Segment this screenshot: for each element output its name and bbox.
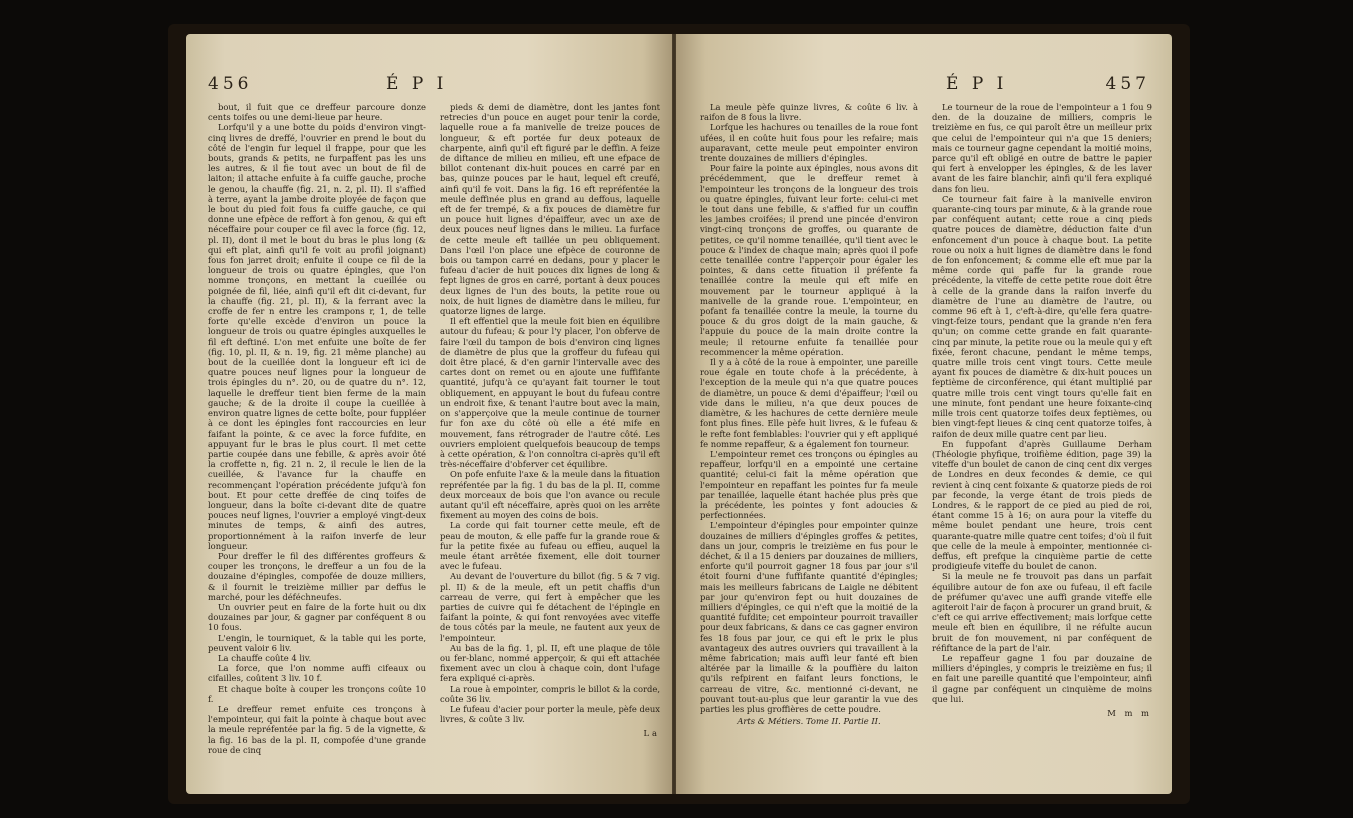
paragraph: bout, il fuit que ce dreffeur parcoure donze cents toifes ou une demi-lieue par heure. [208,102,426,123]
paragraph: Au devant de l'ouverture du billot (fig. 5 & 7 vig. pl. II) & de la meule, eft un petit chaffis d'un carreau de verre, qui fert à empêcher que les parties de cuivre qui fe détachent de l'épingle en faifant la pointe, & qui font renvoyées avec viteffe de tous côtés par la meule, ne fautent aux yeux de l'empointeur. [440,571,660,643]
paragraph: Lorfque les hachures ou tenailles de la roue font ufées, il en coûte huit fous pour les refaire; mais auparavant, cette meule peut empointer environ trente douzaines de milliers d'épingles. [700,122,918,164]
paragraph: La meule pèfe quinze livres, & coûte 6 liv. à raifon de 8 fous la livre. [700,102,918,123]
right-column-1 [700,102,918,770]
left-page-header [186,74,672,100]
page-number: 457 [1105,74,1150,94]
paragraph: La force, que l'on nomme auffi cifeaux ou cifailles, coûtent 3 liv. 10 f. [208,663,426,684]
page-footer: Arts & Métiers. Tome II. Partie II. [737,716,881,727]
paragraph: Ce tourneur fait faire à la manivelle environ quarante-cinq tours par minute, & à la grande roue par conféquent autant; cette roue a cinq pieds quatre pouces de diamètre, déduction faite d'un enfoncement d'un pouce à chaque bout. La petite roue ou noix a huit lignes de diamètre dans le fond de fon enfoncement; & comme elle eft mue par la même corde qui paffe fur la grande roue précédente, la viteffe de cette petite roue doit être à celle de la grande dans la raifon inverfe du diamètre de l'une au diamètre de l'autre, ou comme 96 eft à 1, c'eft-à-dire, qu'elle fera quatre-vingt-feize tours, pendant que la grande n'en fera qu'un; on comme cette grande en fait quarante-cinq par minute, la petite roue ou la meule qui y eft fixée, feront chacune, pendant le même temps, quatre mille trois cent vingt tours. Cette meule ayant fix pouces de diamètre & dix-huit pouces un feptième de circonférence, qui étant multiplié par quatre mille trois cent vingt tours qu'elle fait en une minute, font pendant une heure foixante-cinq mille trois cent quatorze toifes deux feptièmes, ou bien vingt-fept lieues & cinq cent quatorze toifes, à raifon de deux mille quatre cent par lieu. [932,193,1152,439]
paragraph: L'engin, le tourniquet, & la table qui les porte, peuvent valoir 6 liv. [208,632,426,653]
paragraph: Le repaffeur gagne 1 fou par douzaine de milliers d'épingles, y compris le treizième en fus; il en fait une pareille quantité que l'empointeur, ainfi il gagne par conféquent un cinquième de moins que lui. [932,652,1152,704]
running-head: É P I [946,74,1008,94]
paragraph: La corde qui fait tourner cette meule, eft de peau de mouton, & elle paffe fur la grande roue & fur la petite fixée au fufeau ou effieu, auquel la meule étant arrêtée fixement, elle doit tourner avec le fufeau. [440,520,660,572]
paragraph: Pour faire la pointe aux épingles, nous avons dit précédemment, que le dreffeur remet à l'empointeur les tronçons de la longueur des trois ou quatre épingles, fuivant leur forte: celui-ci met le tout dans une febille, & s'affied fur un couffin les jambes croifées; il prend une pincée d'environ vingt-cinq tronçons de groffes, ou quarante de petites, ce qu'il nomme tenaillée, qu'il tient avec le pouce & l'index de chaque main; après quoi il pofe cette tenaillée contre l'apperçoir pour égaler les pointes, & dans cette fituation il préfente fa tenaillée contre la meule qui eft mife en mouvement par le tourneur appliqué à la manivelle de la grande roue. L'empointeur, en pofant fa tenaillée contre la meule, la tourne du pouce & du gros doigt de la main gauche, & l'appuie du pouce de la main droite contre la meule; il retourne enfuite fa tenaillée pour recommencer la même opération. [700,163,918,357]
paragraph: pieds & demi de diamètre, dont les jantes font retrecies d'un pouce en auget pour tenir la corde, laquelle roue a fa manivelle de treize pouces de longueur, & eft portée fur deux poteaux de charpente, ainfi qu'il eft figuré par le deffin. A feize de diftance de milieu en milieu, eft une efpace de billot contenant dix-huit pouces en carré par en bas, quinze pouces par le haut, lequel eft creufé, ainfi qu'il fe voit. Dans la fig. 16 eft repréfentée la meule deffinée plus en grand au deffous, laquelle eft de fer trempé, & a fix pouces de diamètre fur un pouce huit lignes d'épaiffeur, avec un axe de deux pouces neuf lignes dans le milieu. La furface de cette meule eft taillée un peu obliquement. Dans l'œil l'on place une efpèce de couronne de bois ou tampon carré en dedans, pour y placer le fufeau d'acier de huit pouces dix lignes de long & fept lignes de gros en carré, portant à deux pouces deux lignes de l'un des bouts, la petite roue ou noix, de huit lignes de diamètre dans le milieu, fur quatorze lignes de large. [440,102,660,317]
catchword: La [643,728,660,739]
signature-mark: M m m [1107,707,1152,718]
paragraph: On pofe enfuite l'axe & la meule dans la fituation repréfentée par la fig. 1 du bas de la pl. II, comme deux morceaux de bois que l'on avance ou recule autant qu'il eft néceffaire, après quoi on les arrête fixement au moyen des coins de bois. [440,469,660,521]
left-page [186,34,672,794]
paragraph: Si la meule ne fe trouvoit pas dans un parfait équilibre autour de fon axe ou fufeau, il eft facile de préfumer qu'avec une auffi grande viteffe elle agiteroit l'air de façon à procurer un grand bruit, & c'eft ce qui arrive effectivement; mais lorfque cette meule eft bien en équilibre, il ne réfulte aucun bruit de fon mouvement, ni par conféquent de réfiftance de la part de l'air. [932,571,1152,653]
paragraph: Lorfqu'il y a une botte du poids d'environ vingt-cinq livres de dreffé, l'ouvrier en prend le bout du côté de l'engin fur lequel il frappe, pour que les bouts, grands & petits, ne furpaffent pas les uns les autres, & il fie tout avec un bout de fil de laiton; il attache enfuite à fa cuiffe gauche, proche le genou, la chauffe (fig. 21, n. 2, pl. II). Il s'affied à terre, ayant la jambe droite ployée de façon que le bout du pied foit fous fa cuiffe gauche, ce qui donne une efpèce de reffort à fon genou, & qui eft néceffaire pour couper ce fil avec la force (fig. 12, pl. II), dont il met le bout du bras le plus long (& qui eft plat, ainfi qu'il fe voit au profil joignant) fous fon jarret droit; enfuite il coupe ce fil de la longueur de trois ou quatre épingles, que l'on nomme tronçons, en mettant la cueillée ou poignée de fil, liée, ainfi qu'il eft dit ci-devant, fur la chauffe (fig. 21, pl. II), & la ferrant avec la croffe de fer n entre les crampons r, 1, de telle forte qu'elle excède d'environ un pouce la longueur de trois ou quatre épingles auxquelles le fil eft deftiné. L'on met enfuite une boîte de fer (fig. 10, pl. II, & n. 19, fig. 21 même planche) au bout de la cueillée dont la longueur eft ici de quatre pouces neuf lignes pour la longueur de trois épingles du n°. 20, ou de quatre du n°. 12, laquelle le dreffeur tient bien ferme de la main gauche; & de la droite il coupe la cueillée à environ quatre lignes de cette boîte, pour fuppléer à ce dont les épingles font raccourcies en leur faifant la pointe, & ce avec la force fufdite, en appuyant fur le bras le plus court. Il met cette partie coupée dans une febille, & après avoir ôté la croffette n, fig. 21 n. 2, il recule le lien de la cueillée, & l'avance fur la chauffe en recommençant l'opération précédente jufqu'à fon bout. Et pour cette dreffée de cinq toifes de longueur, dans la boîte ci-devant dite de quatre pouces neuf lignes, l'ouvrier a employé vingt-deux minutes de temps, & ainfi des autres, proportionnément à la raifon inverfe de leur longueur. [208,122,426,551]
paragraph: Il eft effentiel que la meule foit bien en équilibre autour du fufeau; & pour l'y placer, l'on obferve de faire l'œil du tampon de bois d'environ cinq lignes de diamètre de plus que la groffeur du fufeau qui doit être placé, & d'en garnir l'intervalle avec des cartes dont on remet ou en ajoute une fuffifante quantité, jufqu'à ce qu'ayant fait tourner le tout obliquement, en appuyant le bout du fufeau contre un endroit fixe, & tenant l'autre bout avec la main, on s'apperçoive que la meule continue de tourner fur fon axe du côté où elle a été mife en mouvement, fans rétrograder de l'autre côté. Les ouvriers emploient quelquefois beaucoup de temps à cette opération, & l'on connoîtra ci-après qu'il eft très-néceffaire d'obferver cet équilibre. [440,316,660,470]
paragraph: Pour dreffer le fil des différentes groffeurs & couper les tronçons, le dreffeur a un fou de la douzaine d'épingles, compofée de douze milliers, & il fournit le treizième millier par deffus le marché, pour les déféchneufes. [208,550,426,602]
paragraph: Le tourneur de la roue de l'empointeur a 1 fou 9 den. de la douzaine de milliers, compris le treizième en fus, ce qui paroît être un meilleur prix que celui de l'empointeur qui n'a que 15 deniers; mais ce tourneur gagne cependant la moitié moins, parce qu'il eft obligé en outre de battre le papier qui fert à envelopper les épingles, & de les laver avant de les faire blanchir, ainfi qu'il fera expliqué dans fon lieu. [932,102,1152,194]
paragraph: Le fufeau d'acier pour porter la meule, pèfe deux livres, & coûte 3 liv. [440,703,660,725]
paragraph: Un ouvrier peut en faire de la forte huit ou dix douzaines par jour, & gagner par conféquent 8 ou 10 fous. [208,601,426,633]
paragraph: Au bas de la fig. 1, pl. II, eft une plaque de tôle ou fer-blanc, nommé apperçoir, & qui eft attachée fixement avec un clou à chaque coin, dont l'ufage fera expliqué ci-après. [440,642,660,684]
open-book [168,24,1190,804]
paragraph: Il y a à côté de la roue à empointer, une pareille roue égale en toute chofe à la précédente, à l'exception de la meule qui n'a que quatre pouces de diamètre, un pouce & demi d'épaiffeur; l'œil ou vide dans le milieu, n'a que deux pouces de diamètre, & les hachures de cette dernière meule font plus fines. Elle pèfe huit livres, & le fufeau & le refte font femblables: l'ouvrier qui y eft appliqué fe nomme repaffeur, & a également fon tourneur. [700,357,918,449]
paragraph: Le dreffeur remet enfuite ces tronçons à l'empointeur, qui fait la pointe à chaque bout avec la meule repréfentée par la fig. 5 de la vignette, & la fig. 16 bas de la pl. II, compofée d'une grande roue de cinq [208,703,426,755]
paragraph: Et chaque boîte à couper les tronçons coûte 10 f. [208,683,426,704]
left-column-1 [208,102,426,770]
page-number: 456 [208,74,253,94]
paragraph: La roue à empointer, compris le billot & la corde, coûte 36 liv. [440,683,660,704]
paragraph: L'empointeur remet ces tronçons ou épingles au repaffeur, lorfqu'il en a empointé une certaine quantité; celui-ci fait la même opération que l'empointeur en repaffant les pointes fur fa meule par tenaillée, laquelle étant hachée plus près que la précédente, les pointes y font adoucies & perfectionnées. [700,448,918,521]
paragraph: En fuppofant d'après Guillaume Derham (Théologie phyfique, troifième édition, page 39) la viteffe d'un boulet de canon de cinq cent dix verges de Londres en deux fecondes & demie, ce qui revient à cinq cent foixante & quatorze pieds de roi par feconde, la verge étant de trois pieds de Londres, & le rapport de ce pied au pied de roi, étant comme 15 à 16; on aura pour la viteffe du même boulet pendant une heure, trois cent quarante-quatre mille quatre cent toifes; d'où il fuit que celle de la meule à empointer, mentionnée ci-deffus, eft prefque la cinquième partie de cette prodigieufe viteffe du boulet de canon. [932,438,1152,572]
right-page-header [676,74,1172,100]
paragraph: La chauffe coûte 4 liv. [218,652,312,663]
paragraph: L'empointeur d'épingles pour empointer quinze douzaines de milliers d'épingles groffes & petites, dans un jour, compris le treizième en fus pour le déchet, & il a 15 deniers par douzaines de milliers, enforte qu'il pourroit gagner 18 fous par jour s'il étoit fourni d'une fuffifante quantité d'épingles; mais les meilleurs fabricans de Laigle ne débitent par jour qu'environ fept ou huit douzaines de milliers d'épingles, ce qui n'eft que la moitié de la quantité fufdite; cet empointeur pourroit travailler pour deux fabricans, & dans ce cas gagner environ fes 18 fous par jour, ce qui eft le prix le plus avantageux des autres ouvriers qui travaillent à la même fabrication; mais auffi leur fanté eft bien altérée par la limaille & la pouffière du laiton qu'ils refpirent en faifant leurs fonctions, le carreau de vitre, &c. mentionné ci-devant, ne pouvant tout-au-plus que leur garantir la vue des parties les plus groffières de cette poudre. [700,520,918,714]
running-head: É P I [386,74,448,94]
right-column-2 [932,102,1152,770]
left-column-2 [440,102,660,770]
right-page [676,34,1172,794]
